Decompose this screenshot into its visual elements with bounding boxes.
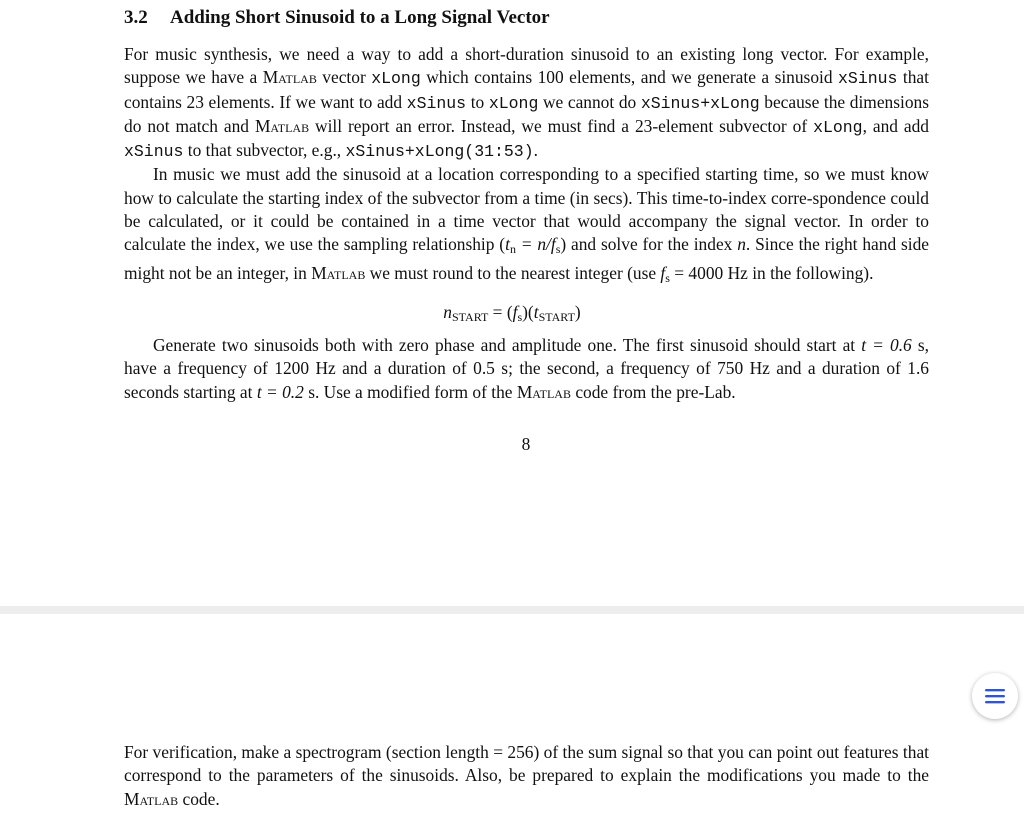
math-subscript: s [555,242,561,257]
math-subscript: s [665,270,670,285]
math-operator: ) [574,302,581,322]
text-run: Generate two sinusoids both with zero phase and amplitude one. The first sinusoid should start at [153,335,862,355]
math-subscript: START [452,310,489,324]
text-run: that contains 23 elements. If we want to add [124,67,929,112]
matlab-name: Matlab [311,262,366,283]
math-n: n [737,234,746,255]
paragraph-start-index [124,163,929,289]
code-xlong: xLong [488,93,539,113]
formula-n-start [0,302,1024,325]
math-t: t [505,234,510,255]
paragraph-verification [124,741,929,811]
math-value: = 4000 [669,262,724,283]
math-value: t = 0.2 [256,381,304,402]
code-xlong: xLong [813,117,863,137]
text-run: code from the pre-Lab. [570,381,736,402]
menu-button[interactable] [972,673,1018,719]
document-page-9 [0,614,1024,816]
text-block [124,43,929,290]
page-separator [0,606,1024,614]
matlab-name: Matlab [254,115,310,136]
math-operator: = ( [488,302,513,322]
matlab-name: Matlab [516,381,571,402]
text-run: For music synthesis, we need a way to add a short-duration sinusoid to an existing long vector. For example, suppose we have a [124,44,929,88]
code-subvector-example: xSinus+xLong(31:53) [345,142,534,162]
math-f: f [512,302,518,322]
text-run: code. [178,788,220,809]
section-heading [124,7,550,29]
text-run: will report an error. Instead, we must find a 23-element subvector of [309,115,814,136]
paragraph-short-sinusoid-intro [124,43,929,163]
code-sum-expression: xSinus+xLong [640,93,760,113]
text-run: . [533,140,538,161]
text-run: For verification, make a spectrogram (section length = 256) of the sum signal so that you can point out features that correspond to the parameters of the sinusoids. Also, be prepared to explain the modifications you made to the [124,742,929,786]
text-run: which contains 100 elements, and we generate a sinusoid [420,67,839,88]
code-xsinus: xSinus [838,69,898,89]
text-run: Hz in the following). [723,262,874,283]
page-number: 8 [521,434,531,454]
math-operator: )( [522,302,534,322]
text-run: to [466,91,489,112]
text-run: s, have a frequency of 1200 Hz and a duration of 0.5 s; the second, a frequency of 750 Hz and a duration of 1.6 seconds starting at [124,335,929,402]
math-subscript: START [538,310,575,324]
text-run: . Since the right hand side might not be an integer, in [124,234,929,283]
code-xsinus: xSinus [406,93,467,113]
text-run: vector [316,67,372,88]
math-expression: = n/f [515,234,556,255]
hamburger-menu-icon [983,686,1007,706]
math-subscript: s [517,310,523,324]
text-run: s. Use a modified form of the [303,381,517,402]
paragraph-generate-sinusoids [124,334,929,404]
section-title: Adding Short Sinusoid to a Long Signal Vector [170,7,550,28]
text-run: because the dimensions do not match and [124,91,929,136]
math-subscript: n [509,242,516,257]
math-f: f [660,262,666,283]
math-t: t [533,302,539,322]
text-run: , and add [862,115,930,136]
text-run: ) and solve for the index [560,234,738,255]
text-run: to that subvector, e.g., [183,140,346,161]
matlab-name: Matlab [124,788,179,809]
text-run: In music we must add the sinusoid at a location corresponding to a specified starting time, so we must know how to calculate the starting index of the subvector from a time (in secs). This time-to-index corre-spondence could be calculated, or it could be contained in a time vector that would accompany the signal vector. In order to calculate the index, we use the sampling relationship ( [124,164,929,255]
math-value: t = 0.6 [861,335,912,355]
code-xsinus: xSinus [124,142,184,162]
code-xlong: xLong [371,69,421,89]
section-number: 3.2 [124,7,148,28]
text-run: we must round to the nearest integer (use [365,262,661,283]
matlab-name: Matlab [262,67,317,88]
text-run: we cannot do [538,91,641,112]
math-n: n [443,302,452,322]
